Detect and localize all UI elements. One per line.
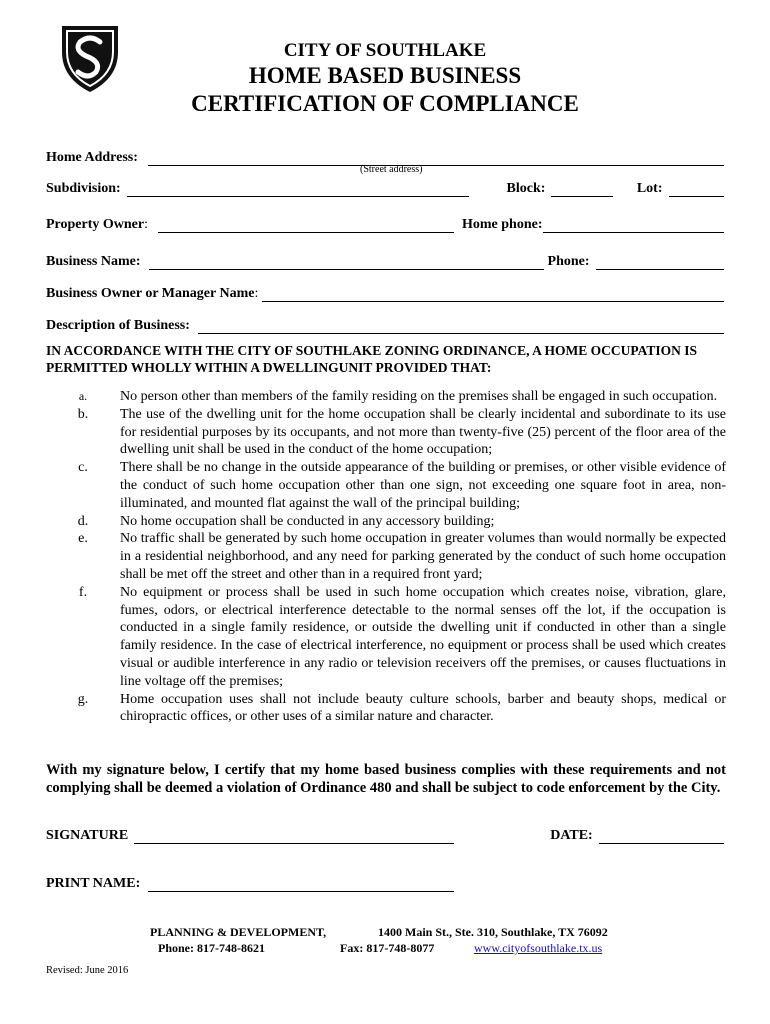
requirement-item: d. No home occupation shall be conducted in any accessory building; bbox=[77, 513, 495, 529]
footer-website-link[interactable]: www.cityofsouthlake.tx.us bbox=[474, 941, 603, 955]
footer-address: 1400 Main St., Ste. 310, Southlake, TX 76092 bbox=[378, 925, 608, 939]
property-owner-field[interactable] bbox=[158, 218, 454, 233]
print-name-row bbox=[46, 872, 724, 892]
business-name-row bbox=[46, 250, 724, 270]
requirement-item: c. There shall be no change in the outside appearance of the building or premises, or other visible evidence of the conduct of such home occupation other than one sign, not exceeding one square foot in area, non-illuminated, and mounted flat against the wall of the principal building; bbox=[78, 460, 726, 511]
requirement-item: f. No equipment or process shall be used in such home occupation which creates noise, vibration, glare, fumes, odors, or electrical interference detectable to the normal senses off the lot, if the occupation is conducted in a single family residence, or outside the dwelling unit if conducted in other than a single family residence. In the case of electrical interference, no equipment or process shall be used which creates visual or audible interference in any radio or television receivers off the premises, or causes fluctuations in line voltage off the premises; bbox=[78, 584, 726, 689]
requirement-item: b. The use of the dwelling unit for the home occupation shall be clearly incidental and subordinate to its use for residential purposes by its occupants, and not more than twenty-five (25) percent of the floor area of the dwelling unit shall be used in the conduct of the home occupation; bbox=[77, 406, 726, 458]
business-name-label: Business Name: bbox=[46, 254, 141, 269]
certification-statement: With my signature below, I certify that my home based business complies with these requirements and not complying shall be deemed a violation of Ordinance 480 and shall be subject to code enforcement by the City. bbox=[46, 762, 726, 796]
requirements-list bbox=[46, 388, 726, 726]
block-label: Block: bbox=[506, 181, 546, 196]
phone-field[interactable] bbox=[596, 255, 724, 270]
print-name-field[interactable] bbox=[148, 877, 454, 892]
footer-department: PLANNING & DEVELOPMENT, bbox=[150, 925, 327, 939]
phone-label: Phone: bbox=[547, 254, 590, 269]
lot-label: Lot: bbox=[636, 181, 663, 196]
signature-row bbox=[46, 824, 724, 844]
date-label: DATE: bbox=[550, 828, 593, 843]
print-name-label: PRINT NAME: bbox=[46, 876, 141, 891]
home-phone-label: Home phone: bbox=[462, 217, 543, 232]
form-title-line1: HOME BASED BUSINESS bbox=[248, 63, 522, 88]
city-title: CITY OF SOUTHLAKE bbox=[283, 40, 487, 61]
home-phone-field[interactable] bbox=[543, 218, 725, 233]
subdivision-label: Subdivision: bbox=[46, 181, 121, 196]
lot-field[interactable] bbox=[669, 182, 724, 197]
requirement-item: g. Home occupation uses shall not include beauty culture schools, barber and beauty shops, medical or chiropractic offices, or other uses of a similar nature and character. bbox=[77, 691, 726, 725]
signature-field[interactable] bbox=[134, 829, 454, 844]
description-label: Description of Business: bbox=[46, 318, 190, 333]
signature-label: SIGNATURE bbox=[46, 828, 129, 843]
owner-manager-label: Business Owner or Manager Name: bbox=[46, 286, 259, 301]
subdivision-field[interactable] bbox=[127, 182, 469, 197]
description-row bbox=[46, 314, 724, 334]
revised-date: Revised: June 2016 bbox=[46, 965, 129, 976]
property-owner-label: Property Owner: bbox=[46, 217, 148, 232]
description-field[interactable] bbox=[198, 319, 724, 334]
subdivision-row bbox=[46, 177, 724, 197]
home-address-field[interactable] bbox=[148, 151, 724, 166]
property-owner-row bbox=[46, 213, 724, 233]
street-address-hint: (Street address) bbox=[360, 164, 423, 175]
requirement-item: a. No person other than members of the family residing on the premises shall be engaged in such occupation. bbox=[78, 389, 718, 404]
footer-phone: Phone: 817-748-8621 bbox=[158, 941, 265, 955]
date-field[interactable] bbox=[599, 829, 724, 844]
requirement-item: e. No traffic shall be generated by such home occupation in greater volumes than would normally be expected in a residential neighborhood, and any need for parking generated by the conduct of such home occupation shall be met off the street and other than in a required front yard; bbox=[78, 531, 726, 582]
home-address-row bbox=[46, 146, 724, 166]
business-name-field[interactable] bbox=[149, 255, 544, 270]
footer-fax: Fax: 817-748-8077 bbox=[340, 941, 435, 955]
owner-manager-field[interactable] bbox=[262, 287, 724, 302]
form-title-line2: CERTIFICATION OF COMPLIANCE bbox=[191, 91, 579, 116]
ordinance-intro: IN ACCORDANCE WITH THE CITY OF SOUTHLAKE ZONING ORDINANCE, A HOME OCCUPATION IS PERMITTED WHOLLY WITHIN A DWELLINGUNIT PROVIDED THAT: bbox=[46, 343, 697, 375]
owner-manager-row bbox=[46, 282, 724, 302]
block-field[interactable] bbox=[551, 182, 612, 197]
home-address-label: Home Address: bbox=[46, 150, 138, 165]
